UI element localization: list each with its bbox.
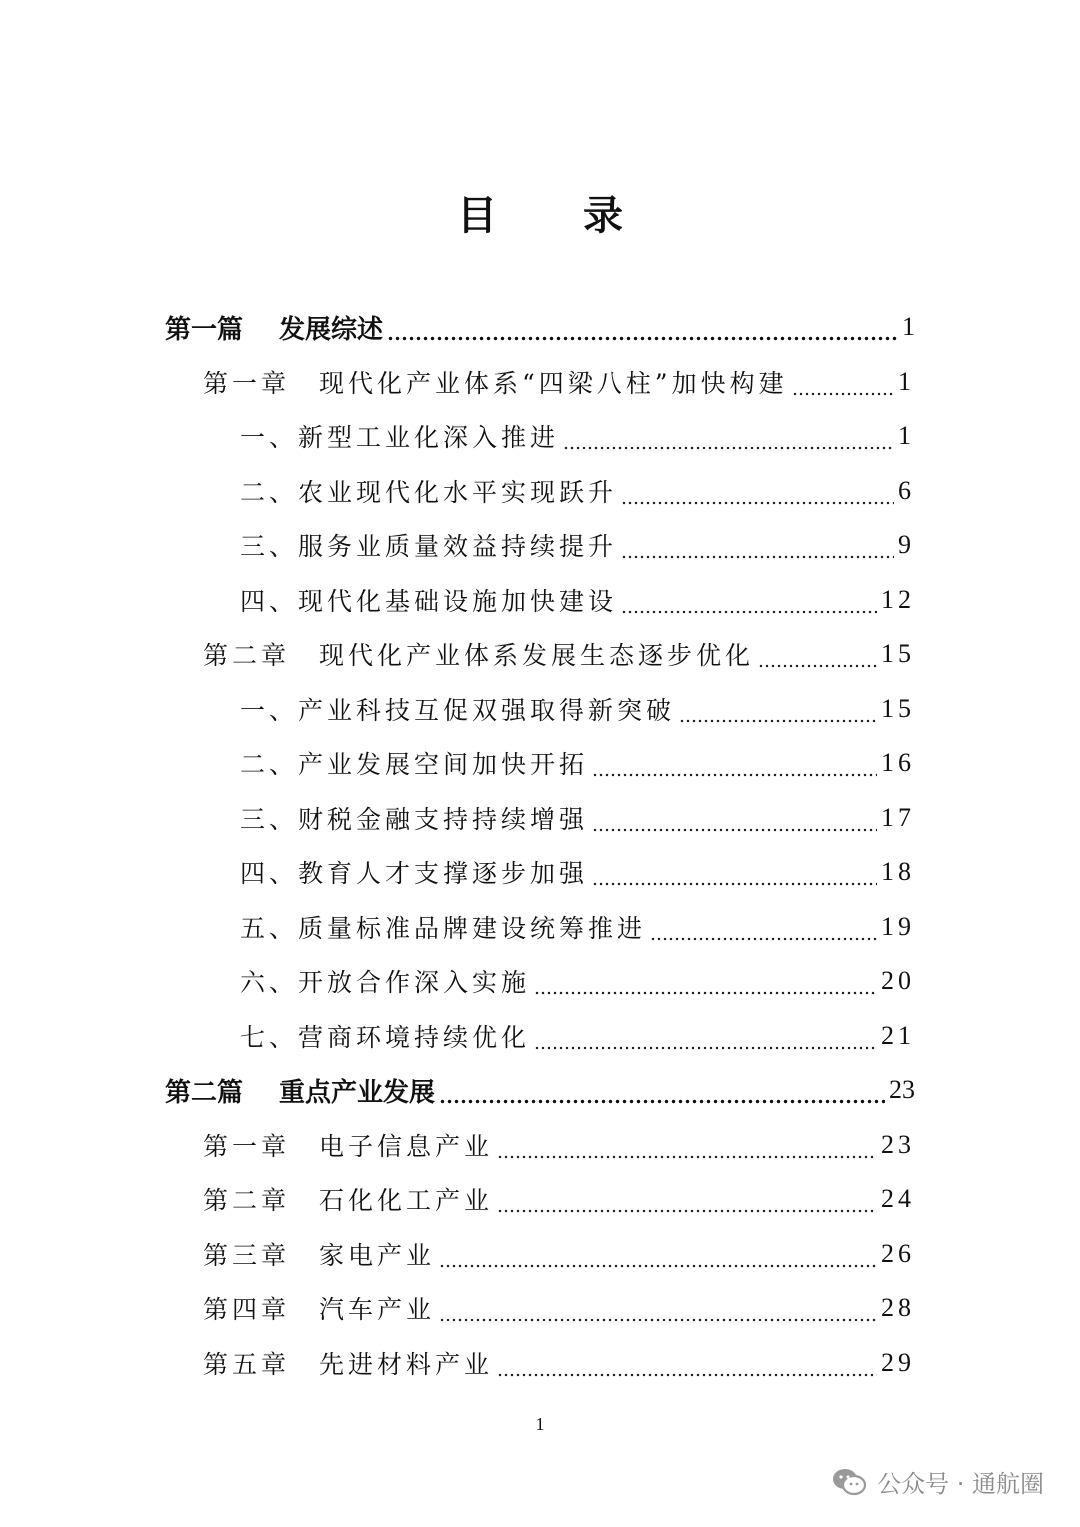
toc-entry-section[interactable] xyxy=(240,464,915,518)
toc-entry-page: 19 xyxy=(881,911,915,941)
toc-entry-page: 21 xyxy=(881,1020,915,1050)
toc-entry-number: 第一章 xyxy=(203,1131,291,1161)
toc-dot-leader xyxy=(621,529,894,559)
toc-entry-chapter[interactable] xyxy=(203,1118,915,1172)
toc-entry-section[interactable] xyxy=(240,900,915,954)
toc-entry-number: 二、 xyxy=(240,750,299,779)
toc-entry-chapter[interactable] xyxy=(203,1281,915,1335)
toc-entry-number: 一、 xyxy=(240,423,299,452)
toc-entry-page: 1 xyxy=(902,312,915,341)
toc-entry-page: 1 xyxy=(898,366,915,396)
toc-entry-section[interactable] xyxy=(240,573,915,627)
toc-entry-number: 第一篇 xyxy=(165,314,244,345)
toc-entry-title: 现代化基础设施加快建设 xyxy=(298,586,618,616)
toc-entry-label xyxy=(165,1072,435,1109)
toc-entry-section[interactable] xyxy=(240,409,915,463)
toc-entry-part[interactable] xyxy=(165,1063,915,1117)
toc-entry-title: 家电产业 xyxy=(319,1240,436,1270)
toc-dot-leader xyxy=(592,802,877,832)
toc-entry-title: 石化化工产业 xyxy=(319,1186,494,1215)
toc-dot-leader xyxy=(621,584,877,614)
toc-entry-part[interactable] xyxy=(165,300,915,354)
toc-dot-leader xyxy=(650,911,877,941)
toc-dot-leader xyxy=(534,1020,877,1050)
toc-entry-chapter[interactable] xyxy=(203,1172,915,1226)
toc-entry-label xyxy=(240,745,588,781)
toc-entry-title: 先进材料产业 xyxy=(319,1349,494,1379)
page-title: 目 录 xyxy=(457,192,659,239)
toc-entry-label xyxy=(203,1181,493,1217)
toc-entry-label xyxy=(240,473,617,509)
wechat-icon xyxy=(831,1467,867,1497)
toc-entry-title: 汽车产业 xyxy=(319,1295,436,1324)
toc-dot-leader xyxy=(621,475,894,505)
toc-entry-page: 23 xyxy=(881,1129,915,1159)
toc-entry-page: 1 xyxy=(898,421,915,450)
toc-entry-title: 教育人才支撑逐步加强 xyxy=(298,859,589,888)
toc-entry-chapter[interactable] xyxy=(203,627,915,681)
toc-entry-number: 四、 xyxy=(240,586,299,616)
toc-entry-label xyxy=(203,364,788,400)
toc-entry-number: 第一章 xyxy=(203,368,291,398)
toc-entry-title: 营商环境持续优化 xyxy=(298,1022,531,1052)
toc-entry-label xyxy=(203,636,754,672)
toc-entry-title: 现代化产业体系“四梁八柱”加快构建 xyxy=(319,368,788,398)
toc-entry-section[interactable] xyxy=(240,736,915,790)
toc-entry-section[interactable] xyxy=(240,954,915,1008)
toc-entry-label xyxy=(203,1290,435,1326)
toc-entry-label xyxy=(203,1127,493,1163)
toc-entry-page: 28 xyxy=(881,1293,915,1322)
toc-dot-leader xyxy=(592,747,877,777)
toc-entry-label xyxy=(240,418,559,454)
toc-entry-title: 产业科技互促双强取得新突破 xyxy=(298,695,676,725)
toc-entry-section[interactable] xyxy=(240,845,915,899)
toc-entry-chapter[interactable] xyxy=(203,1336,915,1390)
toc-entry-title: 开放合作深入实施 xyxy=(298,968,531,997)
toc-entry-section[interactable] xyxy=(240,791,915,845)
toc-entry-chapter[interactable] xyxy=(203,1227,915,1281)
toc-entry-title: 重点产业发展 xyxy=(279,1077,436,1108)
toc-entry-section[interactable] xyxy=(240,1009,915,1063)
toc-entry-label xyxy=(240,691,675,727)
toc-entry-page: 6 xyxy=(898,475,915,505)
toc-entry-number: 一、 xyxy=(240,695,299,725)
page-number: 1 xyxy=(535,1414,545,1434)
toc-entry-title: 产业发展空间加快开拓 xyxy=(298,750,589,779)
toc-entry-title: 现代化产业体系发展生态逐步优化 xyxy=(319,641,755,670)
toc-entry-title: 服务业质量效益持续提升 xyxy=(298,532,618,561)
toc-dot-leader xyxy=(592,856,877,886)
toc-entry-label xyxy=(240,800,588,836)
toc-dot-leader xyxy=(497,1183,877,1213)
toc-dot-leader xyxy=(439,1238,877,1268)
toc-entry-number: 第二章 xyxy=(203,1186,291,1215)
toc-entry-page: 15 xyxy=(881,693,915,723)
toc-entry-number: 第二篇 xyxy=(165,1077,244,1108)
toc-entry-label xyxy=(240,527,617,563)
toc-dot-leader xyxy=(439,1292,877,1322)
toc-entry-number: 七、 xyxy=(240,1022,299,1052)
watermark-text: 公众号 · 通航圈 xyxy=(877,1470,1044,1498)
toc-entry-page: 15 xyxy=(881,639,915,668)
toc-entry-title: 质量标准品牌建设统筹推进 xyxy=(298,913,647,943)
toc-entry-title: 发展综述 xyxy=(279,314,384,345)
toc-entry-number: 五、 xyxy=(240,913,299,943)
watermark xyxy=(831,1464,1044,1499)
toc-entry-number: 第四章 xyxy=(203,1295,291,1324)
toc-entry-page: 24 xyxy=(881,1184,915,1213)
toc-entry-page: 12 xyxy=(881,584,915,614)
toc-entry-label xyxy=(203,1236,435,1272)
toc-entry-page: 20 xyxy=(881,966,915,995)
toc-entry-page: 23 xyxy=(889,1075,915,1104)
toc-dot-leader xyxy=(439,1074,885,1104)
toc-entry-number: 第二章 xyxy=(203,641,291,670)
toc-entry-number: 二、 xyxy=(240,477,299,507)
toc-dot-leader xyxy=(387,311,898,341)
toc-entry-title: 财税金融支持持续增强 xyxy=(298,804,589,834)
toc-dot-leader xyxy=(792,366,894,396)
toc-entry-label xyxy=(165,309,383,346)
toc-entry-number: 三、 xyxy=(240,804,299,834)
toc-entry-page: 18 xyxy=(881,857,915,886)
toc-dot-leader xyxy=(497,1347,877,1377)
toc-dot-leader xyxy=(679,693,877,723)
toc-entry-number: 第五章 xyxy=(203,1349,291,1379)
toc-entry-label xyxy=(240,582,617,618)
toc-entry-section[interactable] xyxy=(240,682,915,736)
toc-entry-chapter[interactable] xyxy=(203,355,915,409)
toc-entry-label xyxy=(203,1345,493,1381)
toc-entry-page: 26 xyxy=(881,1238,915,1268)
toc-entry-page: 9 xyxy=(898,530,915,559)
toc-entry-number: 三、 xyxy=(240,532,299,561)
toc-dot-leader xyxy=(497,1129,877,1159)
toc-entry-number: 六、 xyxy=(240,968,299,997)
toc-dot-leader xyxy=(563,420,894,450)
toc-entry-page: 16 xyxy=(881,748,915,777)
toc-entry-number: 四、 xyxy=(240,859,299,888)
toc-entry-label xyxy=(240,1018,530,1054)
toc-entry-title: 新型工业化深入推进 xyxy=(298,423,560,452)
toc-entry-number: 第三章 xyxy=(203,1240,291,1270)
toc-entry-page: 29 xyxy=(881,1347,915,1377)
toc-entry-label xyxy=(240,854,588,890)
toc-dot-leader xyxy=(534,965,877,995)
toc-entry-title: 电子信息产业 xyxy=(319,1131,494,1161)
toc-entry-label xyxy=(240,909,646,945)
toc-entry-page: 17 xyxy=(881,802,915,832)
toc-entry-title: 农业现代化水平实现跃升 xyxy=(298,477,618,507)
toc-entry-label xyxy=(240,963,530,999)
toc-entry-section[interactable] xyxy=(240,518,915,572)
toc-dot-leader xyxy=(758,638,877,668)
